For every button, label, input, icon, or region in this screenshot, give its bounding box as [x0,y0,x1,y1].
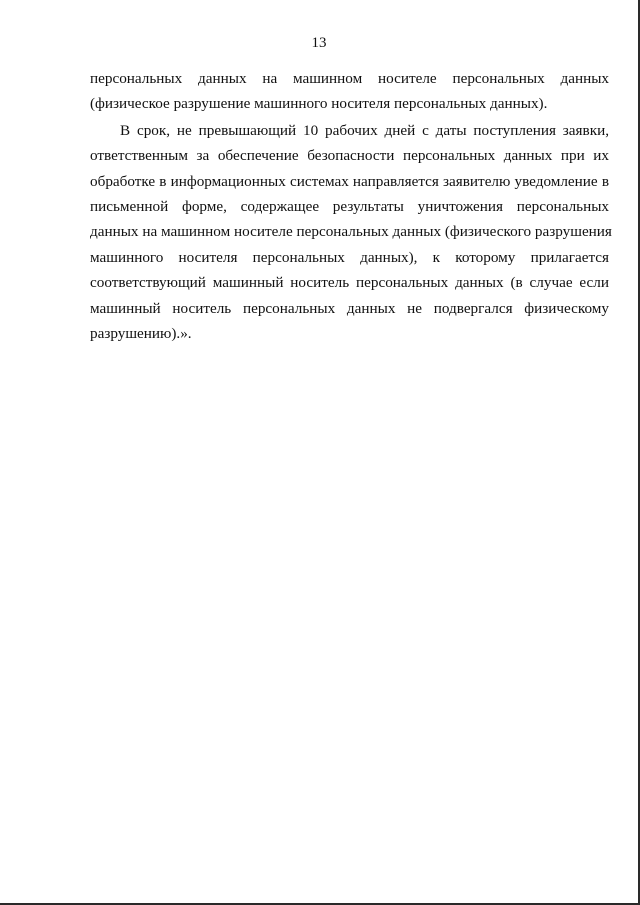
page-number: 13 [311,35,327,51]
text-line: обработке в информационных системах направляется заявителю уведомление в [90,172,609,190]
text-line: данных на машинном носителе персональных данных (физического разрушения [90,223,612,241]
text-line: машинный носитель персональных данных не подвергался физическому [90,299,609,317]
paragraph-notification [90,118,612,347]
paragraph-continuation [90,66,609,117]
text-line: персональных данных на машинном носителе персональных данных [90,70,609,87]
text-line: письменной форме, содержащее результаты уничтожения персональных [90,198,609,216]
text-line: разрушению).». [90,325,192,343]
text-line: ответственным за обеспечение безопасности персональных данных при их [90,147,609,165]
text-line: В срок, не превышающий 10 рабочих дней с даты поступления заявки, [120,121,609,139]
text-line: машинного носителя персональных данных), к которому прилагается [90,248,609,266]
text-line: (физическое разрушение машинного носителя персональных данных). [90,95,548,113]
text-line: соответствующий машинный носитель персональных данных (в случае если [90,274,609,292]
document-body [90,66,612,346]
